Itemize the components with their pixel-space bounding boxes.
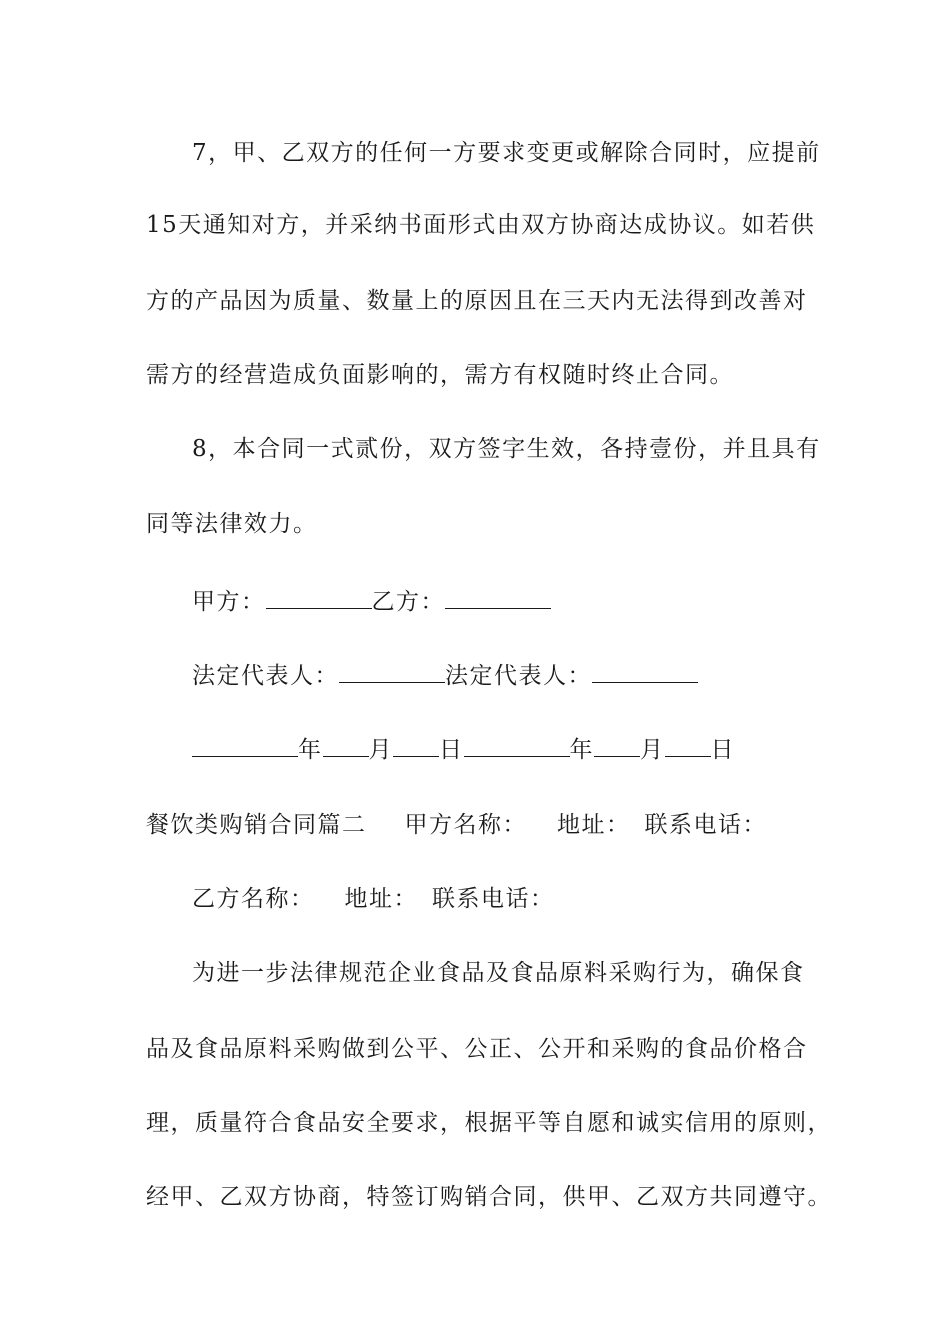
rep-a-label: 法定代表人： <box>192 663 339 689</box>
contract-2-title: 餐饮类购销合同篇二 <box>146 812 367 838</box>
signature-date-line <box>192 734 735 765</box>
month-b-label: 月 <box>640 737 665 763</box>
paragraph-7-line-1: 7，甲、乙双方的任何一方要求变更或解除合同时，应提前 <box>192 140 821 166</box>
intro-line-4: 经甲、乙双方协商，特签订购销合同，供甲、乙双方共同遵守。 <box>146 1184 832 1210</box>
year-a-label: 年 <box>298 737 323 763</box>
paragraph-7-line-2: 15天通知对方，并采纳书面形式由双方协商达成协议。如若供 <box>146 212 816 238</box>
contract-2-header-line <box>146 810 767 840</box>
party-a-blank <box>266 586 372 609</box>
paragraph-8-line-1: 8，本合同一式贰份，双方签字生效，各持壹份，并且具有 <box>192 436 821 462</box>
party-b-info-line <box>192 884 555 914</box>
day-b-blank <box>665 734 711 757</box>
party-b-address-label: 地址： <box>344 886 418 912</box>
party-b-blank <box>445 586 551 609</box>
paragraph-7-line-3: 方的产品因为质量、数量上的原因且在三天内无法得到改善对 <box>146 288 808 314</box>
day-a-blank <box>393 734 439 757</box>
intro-line-2: 品及食品原料采购做到公平、公正、公开和采购的食品价格合 <box>146 1036 808 1062</box>
rep-b-blank <box>592 660 698 683</box>
day-a-label: 日 <box>439 737 464 763</box>
party-b-phone-label: 联系电话： <box>432 886 555 912</box>
party-a-label: 甲方： <box>192 589 266 615</box>
party-a-phone-label: 联系电话： <box>644 812 767 838</box>
month-a-label: 月 <box>368 737 393 763</box>
paragraph-7-line-4: 需方的经营造成负面影响的，需方有权随时终止合同。 <box>146 362 734 388</box>
day-b-label: 日 <box>710 737 735 763</box>
month-b-blank <box>594 734 640 757</box>
party-b-name-label: 乙方名称： <box>192 886 315 912</box>
signature-representatives-line <box>192 660 698 691</box>
party-a-address-label: 地址： <box>557 812 631 838</box>
year-b-label: 年 <box>569 737 594 763</box>
party-b-label: 乙方： <box>371 589 445 615</box>
year-b-blank <box>464 734 570 757</box>
paragraph-8-line-2: 同等法律效力。 <box>146 511 318 537</box>
intro-line-1: 为进一步法律规范企业食品及食品原料采购行为，确保食 <box>192 960 805 986</box>
rep-b-label: 法定代表人： <box>445 663 592 689</box>
month-a-blank <box>323 734 369 757</box>
intro-line-3: 理，质量符合食品安全要求，根据平等自愿和诚实信用的原则， <box>146 1110 832 1136</box>
party-a-name-label: 甲方名称： <box>404 812 527 838</box>
signature-parties-line <box>192 586 551 617</box>
rep-a-blank <box>339 660 445 683</box>
year-a-blank <box>192 734 298 757</box>
